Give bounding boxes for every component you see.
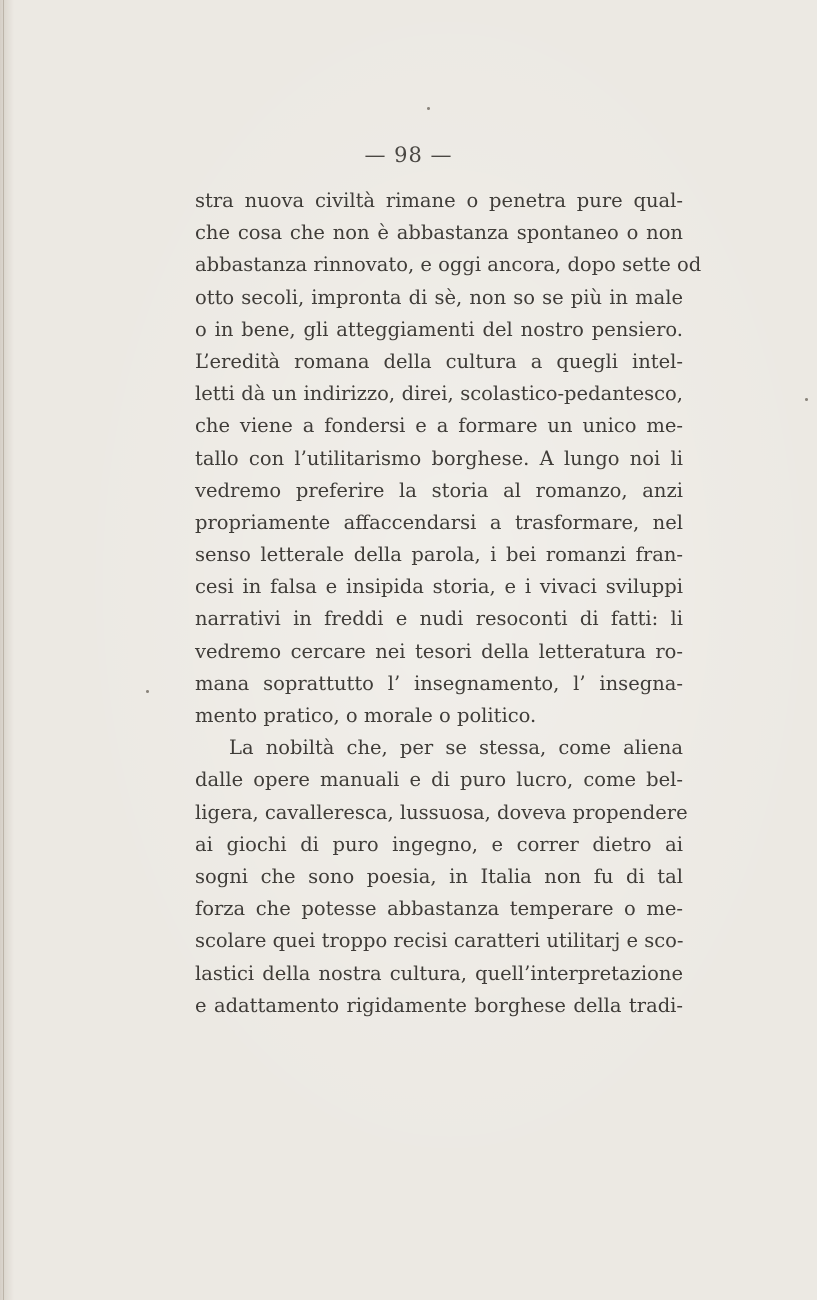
text-line: o in bene, gli atteggiamenti del nostro pensiero.: [195, 317, 683, 341]
text-line: senso letterale della parola, i bei romanzi fran-: [195, 543, 683, 567]
page-edge-shadow: [3, 0, 4, 1300]
text-line: abbastanza rinnovato, e oggi ancora, dopo sette od: [195, 253, 702, 277]
text-line: sogni che sono poesia, in Italia non fu di tal: [195, 864, 683, 888]
text-line: propriamente affaccendarsi a trasformare, nel: [195, 510, 683, 534]
text-line: scolare quei troppo recisi caratteri utilitarj e sco-: [195, 929, 684, 953]
paragraph-2: [195, 732, 688, 1022]
text-line: mento pratico, o morale o politico.: [195, 704, 537, 727]
body-text: [195, 185, 702, 1022]
page-number: — 98 —: [364, 143, 453, 167]
text-line: e adattamento rigidamente borghese della tradi-: [195, 993, 683, 1017]
text-line: ai giochi di puro ingegno, e correr dietro ai: [195, 832, 683, 856]
text-line: narrativi in freddi e nudi resoconti di fatti: li: [195, 607, 683, 631]
speck-mark: [146, 690, 149, 693]
speck-mark: [805, 398, 808, 401]
speck-mark: [427, 107, 430, 110]
text-line: vedremo preferire la storia al romanzo, anzi: [195, 478, 683, 502]
text-line: letti dà un indirizzo, direi, scolastico-pedantesco,: [195, 382, 683, 406]
text-line: mana soprattutto l’ insegnamento, l’ insegna-: [195, 671, 683, 695]
text-line: vedremo cercare nei tesori della letteratura ro-: [195, 639, 683, 663]
text-line: dalle opere manuali e di puro lucro, come bel-: [195, 768, 683, 792]
paragraph-1: [195, 185, 702, 732]
text-line: che cosa che non è abbastanza spontaneo o non: [195, 221, 683, 245]
text-line: forza che potesse abbastanza temperare o me-: [195, 897, 683, 921]
text-line: La nobiltà che, per se stessa, come aliena: [229, 736, 683, 760]
text-line: lastici della nostra cultura, quell’interpretazione: [195, 961, 683, 985]
text-line: stra nuova civiltà rimane o penetra pure qual-: [195, 189, 683, 212]
text-line: otto secoli, impronta di sè, non so se più in male: [195, 285, 683, 309]
text-line: che viene a fondersi e a formare un unico me-: [195, 414, 683, 438]
text-line: tallo con l’utilitarismo borghese. A lungo noi li: [195, 446, 683, 470]
text-line: ligera, cavalleresca, lussuosa, doveva propendere: [195, 800, 688, 824]
text-line: L’eredità romana della cultura a quegli intel-: [195, 349, 683, 373]
text-line: cesi in falsa e insipida storia, e i vivaci sviluppi: [195, 575, 683, 599]
